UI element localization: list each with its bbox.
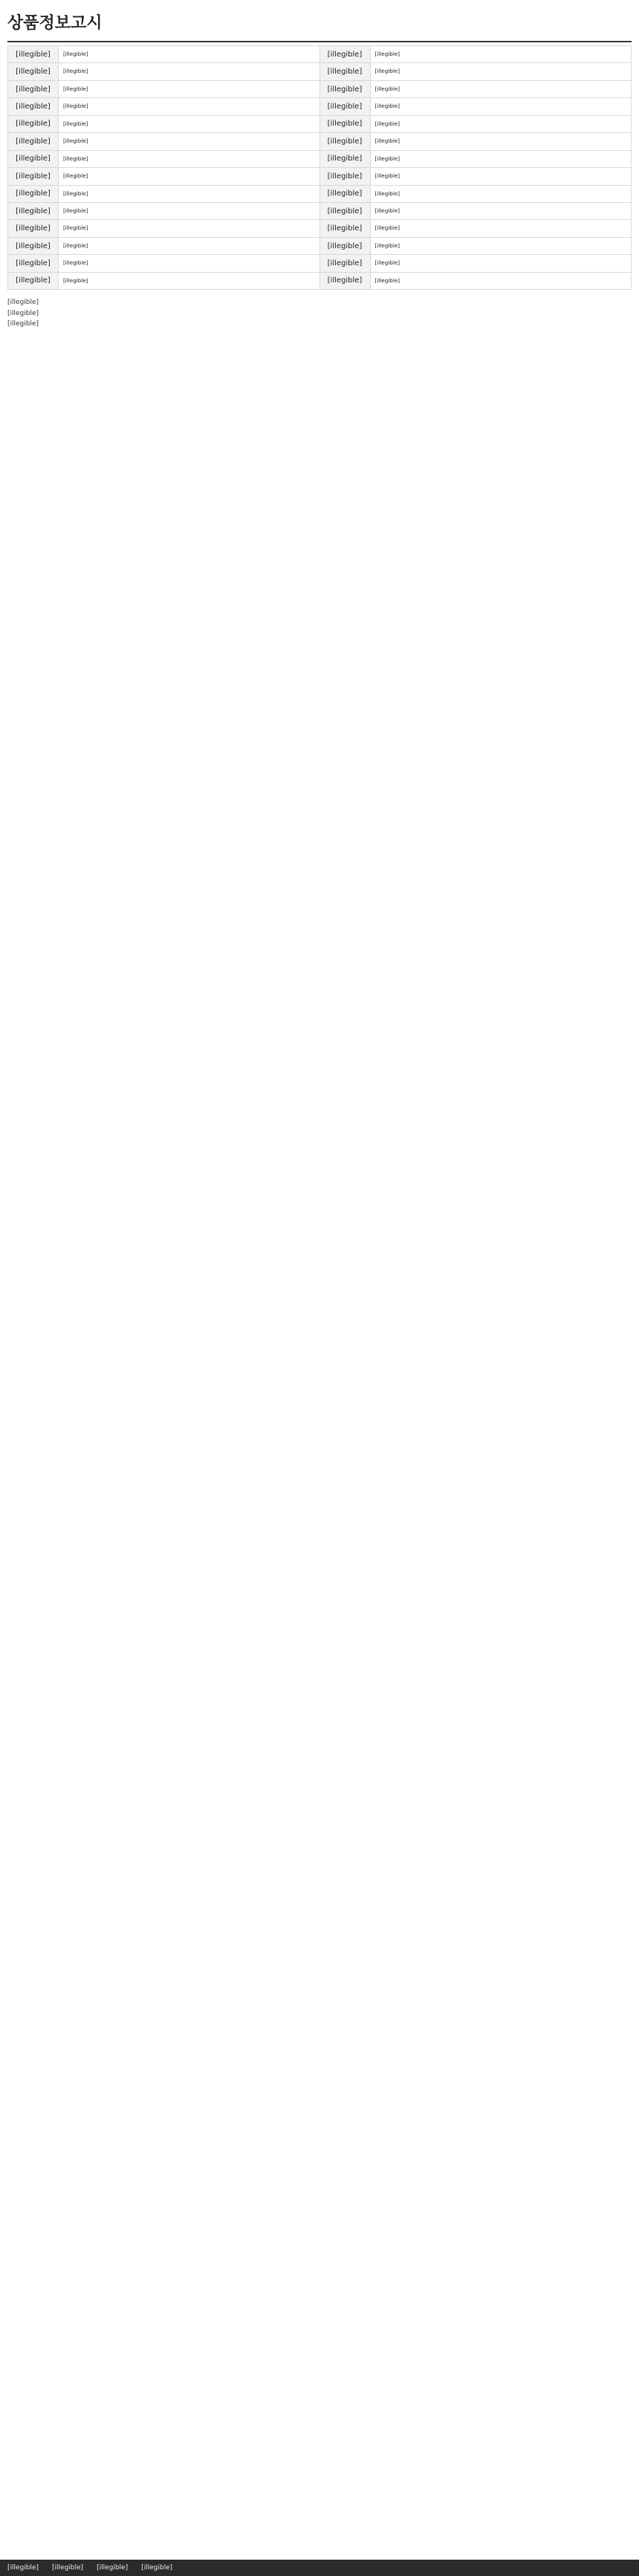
table-row: [8, 133, 320, 150]
footnote-line: [illegible]: [7, 319, 39, 328]
product-name: [illegible]: [320, 133, 371, 149]
product-name: [illegible]: [8, 81, 59, 97]
table-row: [320, 168, 632, 185]
table-row: [8, 255, 320, 272]
product-name: [illegible]: [320, 220, 371, 236]
product-info-text: [illegible]: [374, 207, 400, 214]
table-row: [8, 116, 320, 133]
footer-item: [illegible]: [52, 2564, 84, 2572]
product-name: [illegible]: [320, 168, 371, 184]
product-name: [illegible]: [320, 46, 371, 62]
product-info-text: [illegible]: [63, 85, 88, 92]
product-info-text: [illegible]: [63, 51, 88, 57]
left-column: [8, 46, 320, 290]
product-info-text: [illegible]: [63, 120, 88, 127]
table-row: [8, 273, 320, 290]
product-name: [illegible]: [8, 168, 59, 184]
product-info-text: [illegible]: [63, 172, 88, 180]
footer-item: [illegible]: [97, 2564, 129, 2572]
product-info-text: [illegible]: [63, 207, 88, 214]
product-info-text: [illegible]: [374, 241, 400, 249]
table-row: [320, 116, 632, 133]
product-name: [illegible]: [8, 238, 59, 254]
product-info-text: [illegible]: [63, 155, 88, 162]
table-row: [8, 63, 320, 80]
product-info-table: [7, 45, 632, 290]
product-info-text: [illegible]: [374, 120, 400, 127]
product-info-text: [illegible]: [374, 68, 400, 75]
table-row: [8, 151, 320, 168]
table-row: [8, 220, 320, 237]
table-row: [320, 133, 632, 150]
table-row: [320, 98, 632, 115]
table-row: [320, 220, 632, 237]
product-name: [illegible]: [8, 63, 59, 80]
product-info-text: [illegible]: [374, 103, 400, 110]
product-name: [illegible]: [320, 203, 371, 219]
product-info-text: [illegible]: [63, 224, 88, 232]
footer-item: [illegible]: [141, 2564, 173, 2572]
product-info-text: [illegible]: [63, 68, 88, 75]
table-row: [320, 63, 632, 80]
product-info-text: [illegible]: [63, 137, 88, 145]
product-name: [illegible]: [8, 186, 59, 202]
table-row: [8, 203, 320, 220]
product-name: [illegible]: [8, 151, 59, 167]
product-name: [illegible]: [8, 98, 59, 114]
product-name: [illegible]: [320, 63, 371, 80]
footer-item: [illegible]: [7, 2564, 39, 2572]
table-row: [8, 46, 320, 63]
right-column: [320, 46, 632, 290]
table-row: [8, 81, 320, 98]
footer-bar: [0, 2560, 639, 2576]
product-info-text: [illegible]: [374, 276, 400, 284]
product-name: [illegible]: [320, 255, 371, 271]
product-name: [illegible]: [8, 220, 59, 236]
product-name: [illegible]: [320, 98, 371, 114]
footnote-line: [illegible]: [7, 299, 39, 307]
table-row: [320, 46, 632, 63]
table-row: [8, 168, 320, 185]
product-name: [illegible]: [320, 151, 371, 167]
product-info-text: [illegible]: [374, 155, 400, 162]
product-info-text: [illegible]: [374, 51, 400, 57]
table-row: [320, 238, 632, 255]
table-row: [8, 238, 320, 255]
product-name: [illegible]: [8, 133, 59, 149]
product-name: [illegible]: [320, 238, 371, 254]
product-info-text: [illegible]: [63, 103, 88, 110]
product-info-text: [illegible]: [63, 259, 88, 267]
page-title: 상품정보고시: [7, 0, 632, 42]
product-info-text: [illegible]: [63, 241, 88, 249]
product-name: [illegible]: [320, 273, 371, 289]
product-info-text: [illegible]: [63, 276, 88, 284]
footnotes: [7, 290, 632, 334]
product-info-text: [illegible]: [374, 259, 400, 267]
table-row: [320, 81, 632, 98]
product-name: [illegible]: [8, 46, 59, 62]
table-row: [320, 186, 632, 203]
product-info-text: [illegible]: [63, 189, 88, 197]
footnote-line: [illegible]: [7, 309, 39, 317]
table-row: [8, 186, 320, 203]
product-name: [illegible]: [320, 81, 371, 97]
product-name: [illegible]: [8, 203, 59, 219]
product-info-text: [illegible]: [374, 85, 400, 92]
product-name: [illegible]: [8, 273, 59, 289]
product-info-text: [illegible]: [374, 172, 400, 180]
product-info-text: [illegible]: [374, 189, 400, 197]
table-row: [320, 151, 632, 168]
table-row: [320, 203, 632, 220]
product-name: [illegible]: [8, 255, 59, 271]
product-name: [illegible]: [320, 186, 371, 202]
product-info-text: [illegible]: [374, 224, 400, 232]
product-info-text: [illegible]: [374, 137, 400, 145]
product-name: [illegible]: [8, 116, 59, 132]
table-row: [8, 98, 320, 115]
table-row: [320, 273, 632, 290]
table-row: [320, 255, 632, 272]
product-name: [illegible]: [320, 116, 371, 132]
